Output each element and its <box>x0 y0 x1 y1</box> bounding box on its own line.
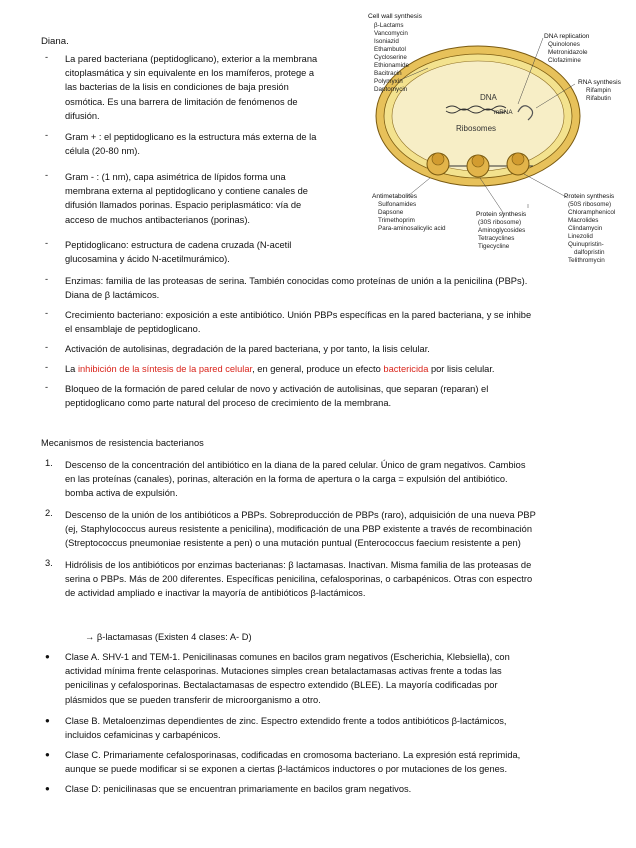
list-item-peptidoglicano: Peptidoglicano: estructura de cadena cruzada (N-acetil glucosamina y ácido N-acetilmurámico). <box>65 240 292 265</box>
subheading-betalactamasas: → β-lactamasas (Existen 4 clases: A- D) <box>85 632 252 642</box>
svg-text:Cycloserine: Cycloserine <box>374 54 407 61</box>
ribosome-1 <box>427 153 449 175</box>
svg-text:(30S ribosome): (30S ribosome) <box>478 219 522 226</box>
svg-text:(50S ribosome): (50S ribosome) <box>568 201 612 208</box>
class-item-d: Clase D: penicilinasas que se encuentran primariamente en bacilos gram negativos. <box>65 784 412 794</box>
svg-text:Rifabutin: Rifabutin <box>586 95 611 102</box>
svg-text:Tigecycline: Tigecycline <box>478 243 510 250</box>
svg-text:Quinolones: Quinolones <box>548 41 580 48</box>
list-item-gram-neg: Gram - : (1 nm), capa asimétrica de lípidos forma una membrana externa al peptidoglicano y contiene canales de difusión llamados porinas. Espacio periplasmático: vía de acceso de muchos antibacterianos (porinas). <box>65 172 308 225</box>
list-item-bloqueo: Bloqueo de la formación de pared celular de novo y activación de autolisinas, que separan (reparan) el peptidoglicano como parte natural del proceso de crecimiento de la membrana. <box>65 384 489 409</box>
svg-text:Macrolides: Macrolides <box>568 217 599 224</box>
bullet-marker: ● <box>45 784 50 793</box>
ribosomes-label: Ribosomes <box>456 124 497 133</box>
numbered-item-3: Hidrólisis de los antibióticos por enzimas bacterianas: β lactamasas. Inactivan. Misma familia de las proteasas de serina o PBPs. Más de 200 diferentes. Específicas penicilina, cefalosporinas, o carbapénicos. Otras con espectro de actividad ampliado e inactivar la mayoría de antibióticos β-lactámicos. <box>65 560 533 599</box>
list-item-enzimas: Enzimas: familia de las proteasas de serina. También conocidas como proteínas de unión a la penicilina (PBPs). Diana de β lactámicos. <box>65 276 528 301</box>
antimetabolites-list <box>372 193 446 232</box>
dash-marker: - <box>45 308 49 318</box>
bullet-marker: ● <box>45 652 50 661</box>
dash-marker: - <box>45 342 49 352</box>
svg-text:dalfopristin: dalfopristin <box>574 249 605 256</box>
rna-synthesis-list <box>578 79 622 102</box>
svg-text:Protein synthesis: Protein synthesis <box>476 211 527 218</box>
svg-text:Linezolid: Linezolid <box>568 233 593 240</box>
dash-marker: - <box>45 382 49 392</box>
svg-text:Clindamycin: Clindamycin <box>568 225 603 232</box>
dna-replication-list <box>544 33 590 64</box>
svg-text:Tetracyclines: Tetracyclines <box>478 235 515 242</box>
number-marker: 1. <box>45 458 53 468</box>
svg-text:Vancomycin: Vancomycin <box>374 30 408 37</box>
svg-text:Daptomycin: Daptomycin <box>374 86 408 93</box>
class-item-b: Clase B. Metaloenzimas dependientes de zinc. Espectro extendido frente a todos antibióticos β-lactámicos, incluidos cefamicinas y carbapénicos. <box>65 716 507 741</box>
ribosome-2 <box>467 155 489 177</box>
mrna-label: mRNA <box>494 109 513 116</box>
ribosome-3 <box>507 153 529 175</box>
numbered-item-1: Descenso de la concentración del antibiótico en la diana de la pared celular. Único de gram negativos. Cambios en las proteínas (canales), porinas, alteración en la forma de apertura o la carga = expulsión del antibiótico. bomba activa de expulsión. <box>65 460 526 499</box>
svg-text:Protein synthesis: Protein synthesis <box>564 193 615 200</box>
dash-marker: - <box>45 238 49 248</box>
svg-text:Para-aminosalicylic acid: Para-aminosalicylic acid <box>378 225 446 232</box>
svg-text:Quinupristin-: Quinupristin- <box>568 241 604 248</box>
svg-text:β-Lactams: β-Lactams <box>374 22 404 29</box>
svg-text:Aminoglycosides: Aminoglycosides <box>478 227 526 234</box>
dash-marker: - <box>45 170 49 180</box>
svg-text:Ethambutol: Ethambutol <box>374 46 406 53</box>
svg-text:Sulfonamides: Sulfonamides <box>378 201 417 208</box>
dna-label: DNA <box>480 93 497 102</box>
svg-text:Dapsone: Dapsone <box>378 209 404 216</box>
svg-text:Polymyxin: Polymyxin <box>374 78 403 85</box>
svg-text:Telithromycin: Telithromycin <box>568 257 605 264</box>
dash-marker: - <box>45 52 49 62</box>
svg-text:Ethionamide: Ethionamide <box>374 62 410 69</box>
svg-text:DNA replication: DNA replication <box>544 33 590 40</box>
class-item-a: Clase A. SHV-1 and TEM-1. Penicilinasas comunes en bacilos gram negativos (Escherichia, Klebsiella), con actividad mínima frente celasporinas. Mutaciones simples crean betalactamasas activas frente a todas las penicilinas y cefalosporinas. Bectalactamasas de espectro extendido (BLEE). La mayoría codificadas por plásmidos que se pueden transferir de microorganismo a otro. <box>65 652 510 705</box>
section-heading-diana: Diana. <box>41 36 69 47</box>
section-heading-mecanismos: Mecanismos de resistencia bacterianos <box>41 438 204 448</box>
dash-marker: - <box>45 274 49 284</box>
list-item-crecimiento: Crecimiento bacteriano: exposición a este antibiótico. Unión PBPs específicas en la pared bacteriana, y se inhibe el ensamblaje de peptidoglicano. <box>65 310 532 335</box>
svg-text:RNA synthesis: RNA synthesis <box>578 79 621 86</box>
numbered-item-2: Descenso de la unión de los antibióticos a PBPs. Sobreproducción de PBPs (raro), adquisición de una nueva PBP (ej, Staphylococcus aureus resistente a penicilina), modificación de una PBP existente a través de recombinación (Streptococcus pneumoniae resistente a pen) o una mutación puntual (Enterococcus faecium resistente a pen) <box>65 510 536 549</box>
list-item-autolisinas: Activación de autolisinas, degradación de la pared bacteriana, y por tanto, la lisis celular. <box>65 344 430 354</box>
svg-text:Rifampin: Rifampin <box>586 87 611 94</box>
bullet-marker: ● <box>45 750 50 759</box>
svg-text:Antimetabolites: Antimetabolites <box>372 193 418 200</box>
svg-text:Bacitracin: Bacitracin <box>374 70 402 77</box>
svg-text:Cell wall synthesis: Cell wall synthesis <box>368 13 422 20</box>
class-item-c: Clase C. Primariamente cefalosporinasas, codificadas en cromosoma bacteriano. La expresión está reprimida, aunque se puede modificar si se exponen a ciertas β-lactámicos inductores o por mutaciones de los genes. <box>65 750 521 775</box>
list-item-inhibicion: La inhibición de la síntesis de la pared celular, en general, produce un efecto bactericida por lisis celular. <box>65 364 495 374</box>
list-item-pared: La pared bacteriana (peptidoglicano), exterior a la membrana citoplasmática y sin equivalente en los mamíferos, protege a las bacterias de la lisis en condiciones de baja presión osmótica. Es una barrera de limitación de fenómenos de difusión. <box>65 54 318 121</box>
dash-marker: - <box>45 362 49 372</box>
number-marker: 3. <box>45 558 53 568</box>
svg-text:Chloramphenicol: Chloramphenicol <box>568 209 616 216</box>
bacteria-diagram <box>368 8 636 270</box>
svg-text:Metronidazole: Metronidazole <box>548 49 588 56</box>
protein-50s-list <box>564 193 615 264</box>
protein-30s-list <box>476 211 527 250</box>
number-marker: 2. <box>45 508 53 518</box>
antibiotic-targets-figure <box>368 8 636 270</box>
svg-text:Isoniazid: Isoniazid <box>374 38 399 45</box>
dash-marker: - <box>45 130 49 140</box>
bullet-marker: ● <box>45 716 50 725</box>
svg-text:Trimethoprim: Trimethoprim <box>378 217 415 224</box>
svg-text:Clofazimine: Clofazimine <box>548 57 581 64</box>
highlight-inhibicion: inhibición de la síntesis de la pared celular <box>77 364 253 374</box>
list-item-gram-pos: Gram + : el peptidoglicano es la estructura más externa de la célula (20-80 nm). <box>65 132 317 157</box>
highlight-bactericida: bactericida <box>383 364 429 374</box>
